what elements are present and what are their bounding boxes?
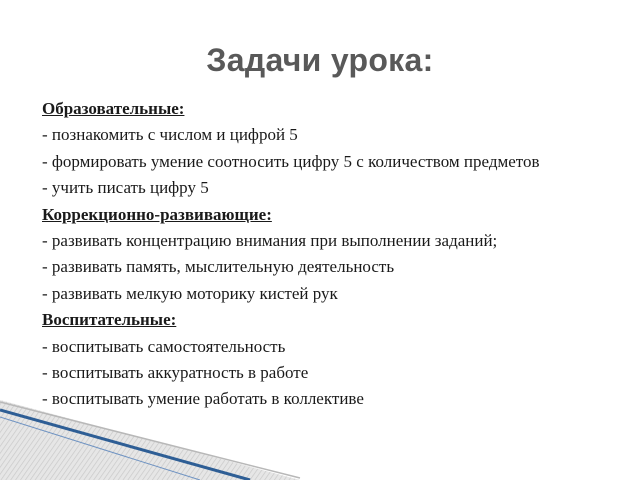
list-item: - познакомить с числом и цифрой 5 [42, 125, 298, 145]
section-heading-educational: Образовательные: [42, 99, 185, 118]
corner-decoration [0, 390, 640, 480]
section-heading-correctional: Коррекционно-развивающие: [42, 204, 272, 224]
list-item: - учить писать цифру 5 [42, 178, 209, 198]
list-item: - воспитывать самостоятельность [42, 336, 286, 356]
slide-content [42, 96, 632, 413]
list-item: - воспитывать умение работать в коллективе [42, 389, 364, 409]
list-item: - воспитывать аккуратность в работе [42, 363, 309, 383]
slide-title: Задачи урока: [206, 42, 434, 78]
list-item: - развивать мелкую моторику кистей рук [42, 283, 338, 303]
list-item: - развивать концентрацию внимания при выполнении заданий; [42, 231, 498, 251]
section-heading-upbringing: Воспитательные: [42, 310, 177, 330]
list-item: - формировать умение соотносить цифру 5 с количеством предметов [42, 151, 540, 171]
list-item: - развивать память, мыслительную деятельность [42, 257, 395, 277]
